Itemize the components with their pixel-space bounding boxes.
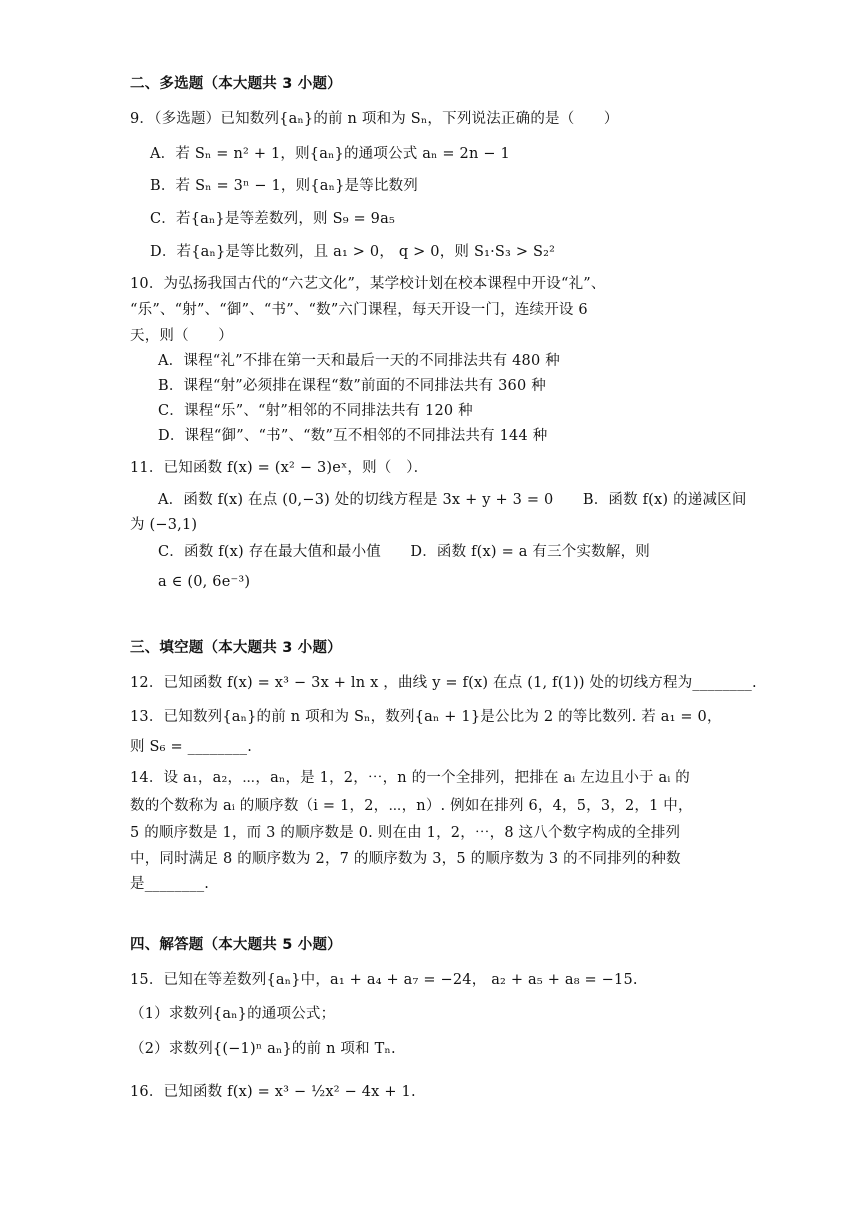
question-10-line-3: 天，则（ ） xyxy=(130,328,233,344)
question-11-stem: 11．已知函数 f(x) = (x² − 3)eˣ，则（ ）． xyxy=(130,460,429,476)
question-10-option-d: D．课程“御”、“书”、“数”互不相邻的不同排法共有 144 种 xyxy=(158,428,548,444)
question-9-option-d: D．若{aₙ}是等比数列，且 a₁ > 0， q > 0，则 S₁·S₃ > S₂² xyxy=(150,244,556,260)
question-10-line-1: 10．为弘扬我国古代的“六艺文化”，某学校计划在校本课程中开设“礼”、 xyxy=(130,276,606,292)
question-13-line-1: 13．已知数列{aₙ}的前 n 项和为 Sₙ，数列{aₙ + 1}是公比为 2 的等比数列. 若 a₁ = 0， xyxy=(130,709,722,725)
question-11-options-cd-cont: a ∈ (0, 6e⁻³) xyxy=(158,574,251,590)
question-15-part-2: （2）求数列{(−1)ⁿ aₙ}的前 n 项和 Tₙ. xyxy=(130,1041,396,1057)
question-10-line-2: “乐”、“射”、“御”、“书”、“数”六门课程，每天开设一门，连续开设 6 xyxy=(130,302,588,318)
question-9-option-c: C．若{aₙ}是等差数列，则 S₉ = 9a₅ xyxy=(150,211,395,227)
section-heading-fill-blank: 三、填空题（本大题共 3 小题） xyxy=(130,640,342,656)
question-9-stem: 9．（多选题）已知数列{aₙ}的前 n 项和为 Sₙ，下列说法正确的是（ ） xyxy=(130,111,619,127)
question-13-line-2: 则 S₆ = ________. xyxy=(130,739,253,755)
section-heading-solution: 四、解答题（本大题共 5 小题） xyxy=(130,937,342,953)
question-10-option-c: C．课程“乐”、“射”相邻的不同排法共有 120 种 xyxy=(158,403,473,419)
question-14-line-5: 是________. xyxy=(130,876,210,892)
question-15-stem: 15．已知在等差数列{aₙ}中，a₁ + a₄ + a₇ = −24， a₂ + a₅ + a₈ = −15. xyxy=(130,972,638,988)
question-12: 12．已知函数 f(x) = x³ − 3x + ln x ，曲线 y = f(x) 在点 (1, f(1)) 处的切线方程为________. xyxy=(130,675,757,691)
question-16-stem: 16．已知函数 f(x) = x³ − ½x² − 4x + 1. xyxy=(130,1084,416,1100)
question-11-options-ab: A．函数 f(x) 在点 (0,−3) 处的切线方程是 3x + y + 3 = 0 B．函数 f(x) 的递减区间 xyxy=(158,492,747,508)
question-10-option-b: B．课程“射”必须排在课程“数”前面的不同排法共有 360 种 xyxy=(158,378,546,394)
section-heading-multiple-choice: 二、多选题（本大题共 3 小题） xyxy=(130,76,342,92)
question-11-options-cd: C．函数 f(x) 存在最大值和最小值 D．函数 f(x) = a 有三个实数解，则 xyxy=(158,544,650,560)
question-15-part-1: （1）求数列{aₙ}的通项公式； xyxy=(130,1006,336,1022)
question-9-option-b: B．若 Sₙ = 3ⁿ − 1，则{aₙ}是等比数列 xyxy=(150,178,418,194)
question-14-line-2: 数的个数称为 aᵢ 的顺序数（i = 1，2，⋯，n）. 例如在排列 6，4，5，3，2，1 中， xyxy=(130,798,693,814)
question-11-options-ab-cont: 为 (−3,1) xyxy=(130,517,198,533)
question-14-line-3: 5 的顺序数是 1，而 3 的顺序数是 0. 则在由 1，2，⋯，8 这八个数字构成的全排列 xyxy=(130,825,681,841)
question-14-line-1: 14．设 a₁，a₂，⋯，aₙ，是 1，2，⋯，n 的一个全排列，把排在 aᵢ 左边且小于 aᵢ 的 xyxy=(130,770,691,786)
question-10-option-a: A．课程“礼”不排在第一天和最后一天的不同排法共有 480 种 xyxy=(158,353,560,369)
question-9-option-a: A．若 Sₙ = n² + 1，则{aₙ}的通项公式 aₙ = 2n − 1 xyxy=(150,146,510,162)
question-14-line-4: 中，同时满足 8 的顺序数为 2，7 的顺序数为 3，5 的顺序数为 3 的不同排列的种数 xyxy=(130,851,681,867)
